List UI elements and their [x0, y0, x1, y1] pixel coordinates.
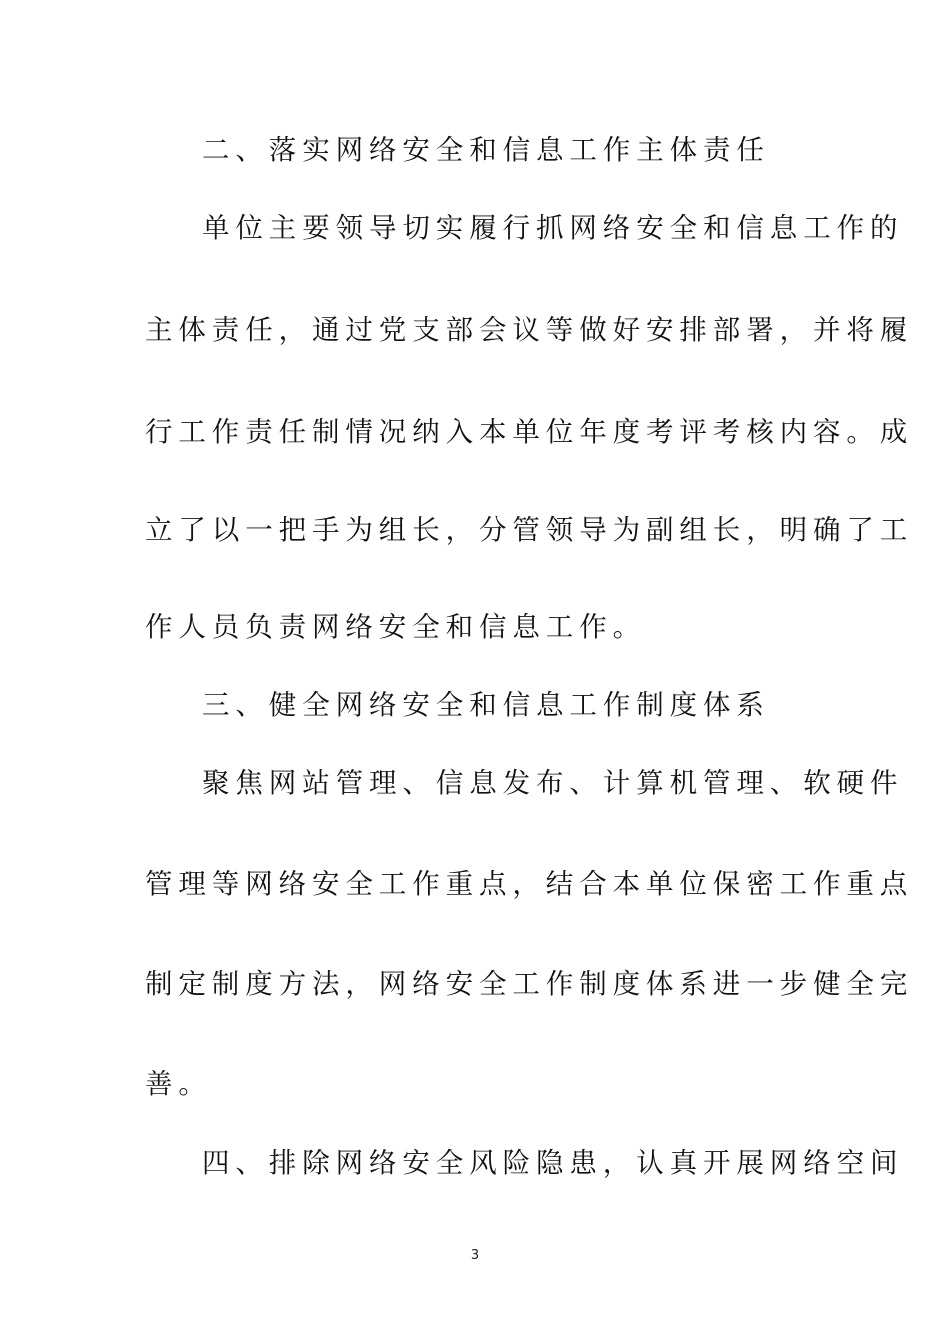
paragraph-line: 单位主要领导切实履行抓网络安全和信息工作的: [202, 212, 904, 244]
page-number: 3: [470, 1248, 480, 1263]
section-heading-2: 二、落实网络安全和信息工作主体责任: [202, 134, 770, 166]
paragraph-line: 行工作责任制情况纳入本单位年度考评考核内容。成: [145, 416, 914, 448]
section-heading-4: 四、排除网络安全风险隐患，认真开展网络空间: [202, 1147, 904, 1179]
paragraph-line: 管理等网络安全工作重点，结合本单位保密工作重点: [145, 868, 914, 900]
paragraph-line: 主体责任，通过党支部会议等做好安排部署，并将履: [145, 314, 914, 346]
section-heading-3: 三、健全网络安全和信息工作制度体系: [202, 689, 770, 721]
paragraph-line: 立了以一把手为组长，分管领导为副组长，明确了工: [145, 514, 914, 546]
paragraph-line: 善。: [145, 1068, 212, 1100]
paragraph-line: 制定制度方法，网络安全工作制度体系进一步健全完: [145, 968, 914, 1000]
paragraph-line: 聚焦网站管理、信息发布、计算机管理、软硬件: [202, 767, 904, 799]
paragraph-line: 作人员负责网络安全和信息工作。: [145, 611, 646, 643]
